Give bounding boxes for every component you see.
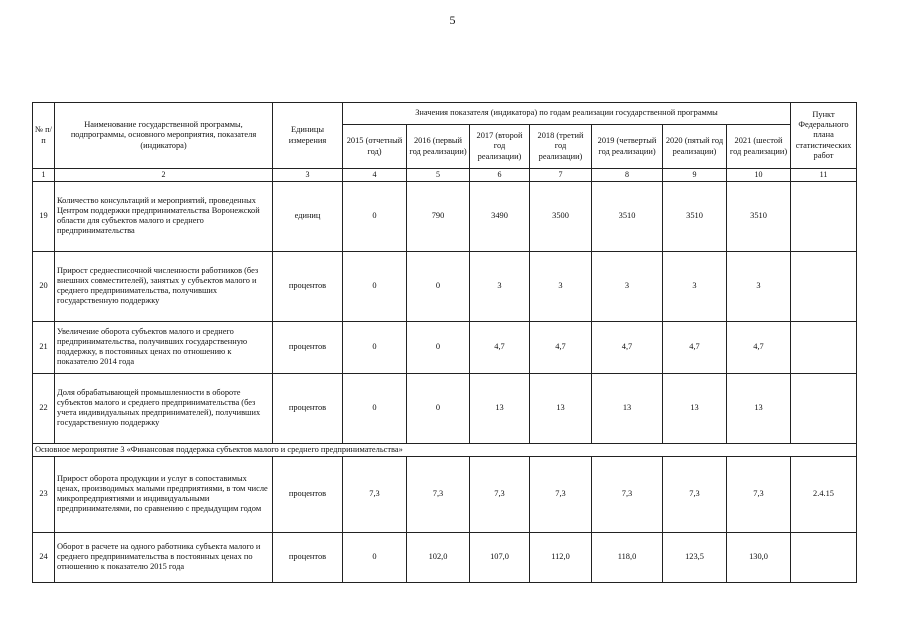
section-row xyxy=(33,443,857,456)
value-cell: 0 xyxy=(343,251,407,321)
value-cell: 4,7 xyxy=(530,321,592,373)
row-num: 21 xyxy=(33,321,55,373)
value-cell: 102,0 xyxy=(407,532,470,582)
value-cell: 112,0 xyxy=(530,532,592,582)
column-number: 5 xyxy=(407,169,470,182)
value-cell: 4,7 xyxy=(663,321,727,373)
value-cell: 3510 xyxy=(663,181,727,251)
column-number: 10 xyxy=(727,169,791,182)
table-row xyxy=(33,181,857,251)
value-cell: 3510 xyxy=(727,181,791,251)
value-cell: 13 xyxy=(727,373,791,443)
value-cell: 3510 xyxy=(592,181,663,251)
header-item: Пункт Федерального плана статистических работ xyxy=(791,103,857,169)
header-year: 2020 (пятый год реализации) xyxy=(663,125,727,169)
value-cell: 0 xyxy=(343,181,407,251)
column-number: 8 xyxy=(592,169,663,182)
value-cell: 0 xyxy=(343,373,407,443)
stat-plan-item xyxy=(791,373,857,443)
indicator-table xyxy=(32,102,857,583)
header-values-group: Значения показателя (индикатора) по годам реализации государственной программы xyxy=(343,103,791,125)
column-number: 7 xyxy=(530,169,592,182)
value-cell: 13 xyxy=(592,373,663,443)
value-cell: 0 xyxy=(407,251,470,321)
indicator-unit: процентов xyxy=(273,373,343,443)
value-cell: 0 xyxy=(343,321,407,373)
table-row xyxy=(33,321,857,373)
value-cell: 3490 xyxy=(470,181,530,251)
row-num: 24 xyxy=(33,532,55,582)
indicator-unit: процентов xyxy=(273,456,343,532)
value-cell: 107,0 xyxy=(470,532,530,582)
value-cell: 7,3 xyxy=(470,456,530,532)
row-num: 23 xyxy=(33,456,55,532)
value-cell: 130,0 xyxy=(727,532,791,582)
value-cell: 3 xyxy=(727,251,791,321)
column-number-row xyxy=(33,169,857,182)
value-cell: 7,3 xyxy=(663,456,727,532)
indicator-name: Прирост среднесписочной численности работников (без внешних совместителей), занятых у субъектов малого и среднего предпринимательства, получивших государственную поддержку xyxy=(55,251,273,321)
table-row xyxy=(33,251,857,321)
value-cell: 3 xyxy=(470,251,530,321)
value-cell: 4,7 xyxy=(470,321,530,373)
header-num: № п/п xyxy=(33,103,55,169)
header-year: 2018 (третий год реализации) xyxy=(530,125,592,169)
value-cell: 7,3 xyxy=(727,456,791,532)
stat-plan-item xyxy=(791,321,857,373)
row-num: 19 xyxy=(33,181,55,251)
value-cell: 7,3 xyxy=(592,456,663,532)
indicator-name: Доля обрабатывающей промышленности в обороте субъектов малого и среднего предпринимательства (без учета индивидуальных предпринимателей), получивших государственную поддержку xyxy=(55,373,273,443)
indicator-name: Увеличение оборота субъектов малого и среднего предпринимательства, получивших государственную поддержку, в постоянных ценах по отношению к показателю 2014 года xyxy=(55,321,273,373)
header-year: 2016 (первый год реализации) xyxy=(407,125,470,169)
row-num: 22 xyxy=(33,373,55,443)
value-cell: 13 xyxy=(663,373,727,443)
column-number: 6 xyxy=(470,169,530,182)
value-cell: 790 xyxy=(407,181,470,251)
column-number: 11 xyxy=(791,169,857,182)
value-cell: 118,0 xyxy=(592,532,663,582)
header-year: 2021 (шестой год реализации) xyxy=(727,125,791,169)
indicator-name: Прирост оборота продукции и услуг в сопоставимых ценах, производимых малыми предприятиями, в том числе микропредприятиями и индивидуальными предпринимателями, по сравнению с предыдущим годом xyxy=(55,456,273,532)
value-cell: 4,7 xyxy=(727,321,791,373)
value-cell: 13 xyxy=(470,373,530,443)
column-number: 4 xyxy=(343,169,407,182)
indicator-name: Количество консультаций и мероприятий, проведенных Центром поддержки предпринимательства Воронежской области для субъектов малого и среднего предпринимательства xyxy=(55,181,273,251)
stat-plan-item xyxy=(791,532,857,582)
column-number: 9 xyxy=(663,169,727,182)
value-cell: 3 xyxy=(592,251,663,321)
header-name: Наименование государственной программы, подпрограммы, основного мероприятия, показателя (индикатора) xyxy=(55,103,273,169)
row-num: 20 xyxy=(33,251,55,321)
stat-plan-item xyxy=(791,181,857,251)
value-cell: 4,7 xyxy=(592,321,663,373)
indicator-unit: процентов xyxy=(273,251,343,321)
header-year: 2017 (второй год реализации) xyxy=(470,125,530,169)
value-cell: 0 xyxy=(343,532,407,582)
table-row xyxy=(33,456,857,532)
section-title: Основное мероприятие 3 «Финансовая поддержка субъектов малого и среднего предпринимательства» xyxy=(33,443,857,456)
stat-plan-item xyxy=(791,251,857,321)
column-number: 3 xyxy=(273,169,343,182)
value-cell: 7,3 xyxy=(343,456,407,532)
header-unit: Единицы измерения xyxy=(273,103,343,169)
value-cell: 3 xyxy=(663,251,727,321)
value-cell: 13 xyxy=(530,373,592,443)
indicator-unit: единиц xyxy=(273,181,343,251)
page-number: 5 xyxy=(449,13,456,27)
stat-plan-item: 2.4.15 xyxy=(791,456,857,532)
table-row xyxy=(33,532,857,582)
value-cell: 0 xyxy=(407,321,470,373)
value-cell: 7,3 xyxy=(407,456,470,532)
header-year: 2019 (четвертый год реализации) xyxy=(592,125,663,169)
value-cell: 123,5 xyxy=(663,532,727,582)
header-year: 2015 (отчетный год) xyxy=(343,125,407,169)
value-cell: 3500 xyxy=(530,181,592,251)
value-cell: 3 xyxy=(530,251,592,321)
table-row xyxy=(33,373,857,443)
indicator-name: Оборот в расчете на одного работника субъекта малого и среднего предпринимательства в постоянных ценах по отношению к показателю 2015 года xyxy=(55,532,273,582)
value-cell: 0 xyxy=(407,373,470,443)
indicator-unit: процентов xyxy=(273,321,343,373)
value-cell: 7,3 xyxy=(530,456,592,532)
column-number: 1 xyxy=(33,169,55,182)
indicator-unit: процентов xyxy=(273,532,343,582)
column-number: 2 xyxy=(55,169,273,182)
